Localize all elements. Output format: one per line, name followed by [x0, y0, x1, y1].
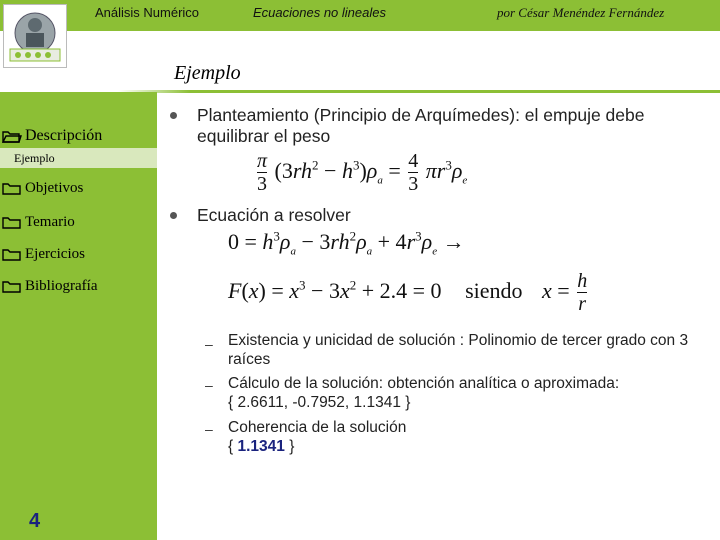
- bullet-dot: [170, 212, 177, 219]
- header-author: por César Menéndez Fernández: [497, 5, 665, 20]
- selected-root: 1.1341: [237, 438, 285, 455]
- nav-item-label: Temario: [25, 214, 75, 230]
- bullet-planteamiento: Planteamiento (Principio de Arquímedes): el empuje debe equilibrar el peso: [197, 105, 645, 146]
- sub-dash: –: [205, 336, 213, 352]
- folder-icon: [2, 181, 22, 196]
- nav-item-temario[interactable]: [2, 214, 75, 231]
- folder-open-icon: [2, 129, 22, 144]
- sub-coherencia: [228, 418, 698, 456]
- nav-subitem-ejemplo[interactable]: Ejemplo: [14, 151, 55, 165]
- sub-calculo: [228, 374, 698, 412]
- nav-item-bibliografia[interactable]: [2, 278, 97, 295]
- folder-icon: [2, 215, 22, 230]
- header-course: Análisis Numérico: [95, 5, 200, 20]
- bullet-ecuacion: Ecuación a resolver: [197, 205, 351, 225]
- sub-dash: –: [205, 421, 213, 437]
- folder-icon: [2, 247, 22, 262]
- header-topic: Ecuaciones no lineales: [253, 5, 386, 20]
- nav-item-objetivos[interactable]: [2, 180, 83, 197]
- nav-item-ejercicios[interactable]: [2, 246, 85, 263]
- page-number: 4: [29, 510, 41, 532]
- nav-item-label: Descripción: [25, 127, 103, 144]
- sub-coherencia-text: Coherencia de la solución: [228, 419, 407, 436]
- university-logo: [3, 4, 67, 68]
- sub-dash: –: [205, 377, 213, 393]
- bullet-dot: [170, 112, 177, 119]
- sub-coherencia-value: [228, 437, 698, 456]
- nav-item-label: Bibliografía: [25, 278, 98, 294]
- brace-open: {: [228, 438, 238, 455]
- nav-item-label: Ejercicios: [25, 246, 85, 262]
- brace-close: }: [284, 438, 295, 455]
- sub-existencia: Existencia y unicidad de solución : Polinomio de tercer grado con 3 raíces: [228, 332, 689, 368]
- title-underline: [118, 90, 720, 93]
- slide-title: Ejemplo: [174, 62, 241, 84]
- equation-cubic: $0 = h^3\rho_a - 3rh^2\rho_a + 4r^3\rho_e$ →: [228, 229, 465, 258]
- equation-equilibrium: $\frac{\pi}{3}$ $(3rh^2 - h^3)\rho_a$ = $\frac{4}{3}$ $\pi r^3\rho_e$: [257, 150, 468, 195]
- nav-item-label: Objetivos: [25, 180, 84, 196]
- equation-siendo: siendo: [465, 277, 523, 303]
- equation-function: $F(x) = x^3 - 3x^2 + 2.4 = 0$ siendo x = $\frac{h}{r}$: [228, 270, 588, 315]
- nav-item-descripcion[interactable]: [2, 127, 102, 145]
- folder-icon: [2, 279, 22, 294]
- sub-calculo-text: Cálculo de la solución: obtención analítica o aproximada:: [228, 375, 620, 392]
- sub-calculo-roots: { 2.6611, -0.7952, 1.1341 }: [228, 394, 411, 411]
